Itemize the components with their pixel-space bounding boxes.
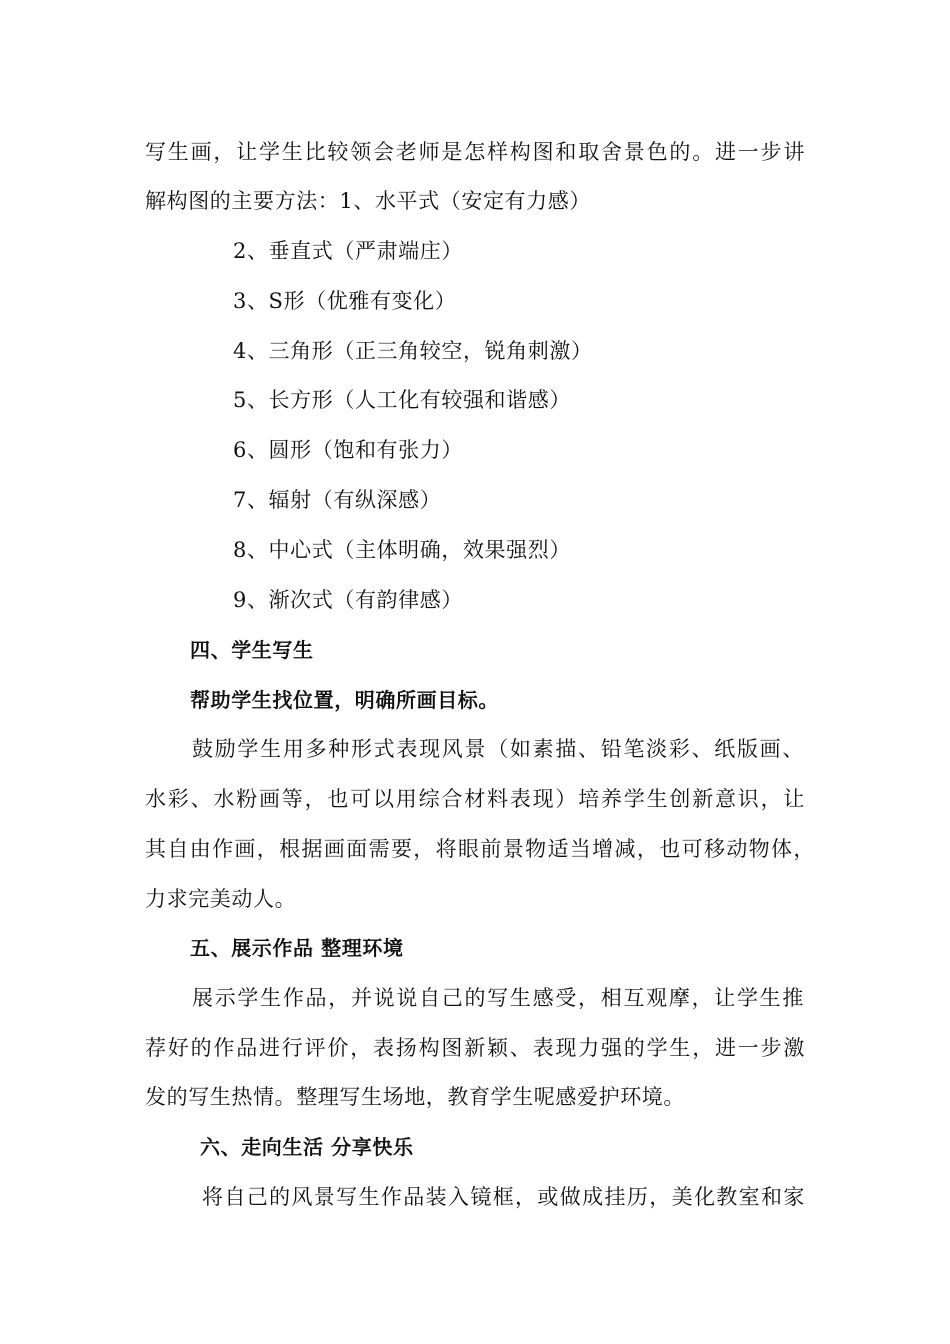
method-item-4: 4、三角形（正三角较空，锐角刺激）	[233, 339, 593, 363]
method-item-5: 5、长方形（人工化有较强和谐感）	[233, 388, 571, 412]
section-6-line-1: 将自己的风景写生作品装入镜框，或做成挂历，美化教室和家	[202, 1185, 805, 1209]
section-5-line-2: 荐好的作品进行评价，表扬构图新颖、表现力强的学生，进一步激	[145, 1036, 805, 1060]
section-6-heading: 六、走向生活 分享快乐	[200, 1135, 414, 1159]
method-item-9: 9、渐次式（有韵律感）	[233, 588, 463, 612]
section-5-line-3: 发的写生热情。整理写生场地，教育学生呢感爱护环境。	[145, 1085, 685, 1109]
section-4-heading: 四、学生写生	[190, 638, 314, 662]
section-5-heading: 五、展示作品 整理环境	[190, 936, 404, 960]
method-item-3: 3、S形（优雅有变化）	[233, 289, 457, 313]
method-paragraph-line-1: 写生画，让学生比较领会老师是怎样构图和取舍景色的。进一步讲	[145, 140, 805, 164]
method-paragraph-line-2: 解构图的主要方法：1、水平式（安定有力感）	[145, 189, 591, 213]
section-4-line-4: 力求完美动人。	[145, 887, 297, 911]
section-4-line-3: 其自由作画，根据画面需要，将眼前景物适当增减，也可移动物体，	[145, 837, 815, 861]
method-item-6: 6、圆形（饱和有张力）	[233, 438, 463, 462]
method-item-7: 7、辐射（有纵深感）	[233, 488, 442, 512]
section-4-line-2: 水彩、水粉画等，也可以用综合材料表现）培养学生创新意识，让	[145, 787, 805, 811]
method-item-8: 8、中心式（主体明确，效果强烈）	[233, 538, 571, 562]
section-5-line-1: 展示学生作品，并说说自己的写生感受，相互观摩，让学生推	[192, 986, 804, 1010]
method-item-2: 2、垂直式（严肃端庄）	[233, 239, 463, 263]
section-4-subheading: 帮助学生找位置，明确所画目标。	[190, 688, 499, 712]
section-4-line-1: 鼓励学生用多种形式表现风景（如素描、铅笔淡彩、纸版画、	[192, 737, 804, 761]
